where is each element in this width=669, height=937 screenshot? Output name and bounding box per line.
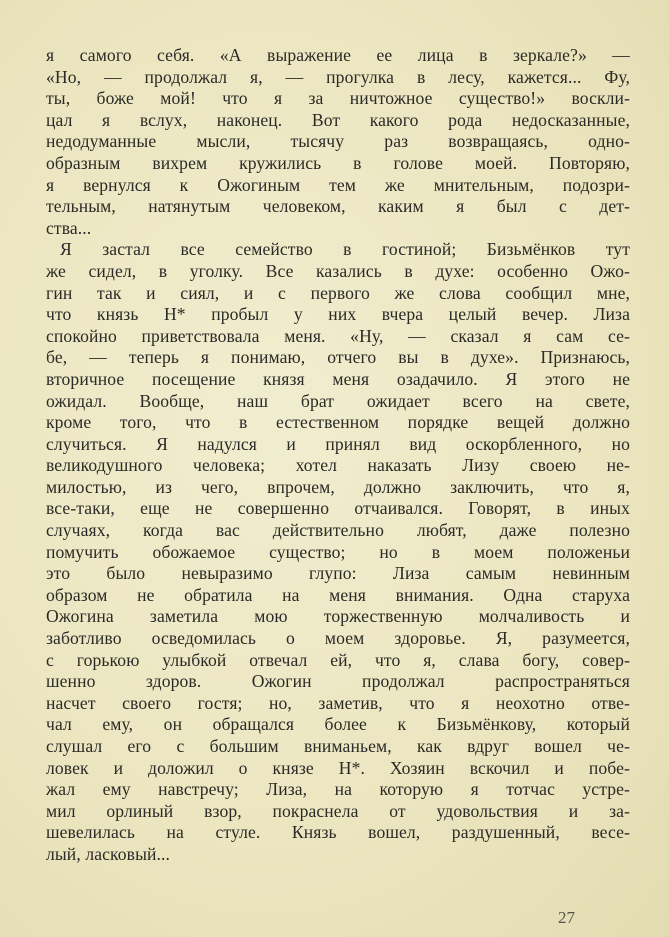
text-line: же сидел, в уголку. Все казались в духе: особенно Ожо- (46, 260, 630, 281)
text-line: это было невыразимо глупо: Лиза самым невинным (46, 563, 630, 584)
paragraph (46, 45, 630, 239)
text-line: «Но, — продолжал я, — прогулка в лесу, кажется... Фу, (46, 66, 630, 87)
text-line: гин так и сиял, и с первого же слова сообщил мне, (46, 282, 630, 303)
text-line: цал я вслух, наконец. Вот какого рода недосказанные, (46, 109, 630, 130)
book-page-text (46, 45, 630, 866)
text-line: Я застал все семейство в гостиной; Бизьмёнков тут (60, 239, 630, 260)
text-line: кроме того, что в естественном порядке вещей должно (46, 412, 630, 433)
text-line: чал ему, он обращался более к Бизьмёнкову, который (46, 714, 630, 735)
text-line: Ожогина заметила мою торжественную молчаливость и (46, 606, 630, 627)
text-line: с горькою улыбкой отвечал ей, что я, слава богу, совер- (46, 649, 630, 670)
text-line: вторичное посещение князя меня озадачило. Я этого не (46, 368, 630, 389)
text-line: лый, ласковый... (46, 843, 170, 864)
text-line: случаях, когда вас действительно любят, даже полезно (46, 520, 630, 541)
text-line: все-таки, еще не совершенно отчаивался. Говорят, в иных (46, 498, 630, 519)
text-line: недодуманные мысли, тысячу раз возвращаясь, одно- (46, 131, 630, 152)
text-line: что князь Н* пробыл у них вчера целый вечер. Лиза (46, 304, 630, 325)
text-line: помучить обожаемое существо; но в моем положеньи (46, 541, 630, 562)
text-line: жал ему навстречу; Лиза, на которую я тотчас устре- (46, 779, 630, 800)
text-line: я вернулся к Ожогиным тем же мнительным, подозри- (46, 174, 630, 195)
page-number: 27 (558, 908, 575, 927)
text-line: насчет своего гостя; но, заметив, что я неохотно отве- (46, 692, 630, 713)
text-line: случиться. Я надулся и принял вид оскорбленного, но (46, 433, 630, 454)
text-line: тельным, натянутым человеком, каким я был с дет- (46, 196, 630, 217)
text-line: ловек и доложил о князе Н*. Хозяин вскочил и побе- (46, 757, 630, 778)
text-line: ства... (46, 217, 92, 238)
text-line: я самого себя. «А выражение ее лица в зеркале?» — (46, 45, 630, 65)
text-line: мил орлиный взор, покраснела от удовольствия и за- (46, 800, 630, 821)
text-line: спокойно приветствовала меня. «Ну, — сказал я сам се- (46, 325, 630, 346)
text-line: милостью, из чего, впрочем, должно заключить, что я, (46, 476, 630, 497)
paragraph (46, 239, 630, 865)
text-line: образом не обратила на меня внимания. Одна старуха (46, 584, 630, 605)
text-line: слушал его с большим вниманьем, как вдруг вошел че- (46, 736, 630, 756)
text-line: шевелилась на стуле. Князь вошел, раздушенный, весе- (46, 822, 630, 843)
text-line: шенно здоров. Ожогин продолжал распространяться (46, 671, 630, 692)
text-line: заботливо осведомилась о моем здоровье. Я, разумеется, (46, 628, 630, 649)
text-line: великодушного человека; хотел наказать Лизу своею не- (46, 455, 630, 476)
text-line: образным вихрем кружились в голове моей. Повторяю, (46, 152, 630, 173)
text-line: ожидал. Вообще, наш брат ожидает всего на свете, (46, 390, 630, 411)
text-line: ты, боже мой! что я за ничтожное существо!» воскли- (46, 88, 630, 109)
text-line: бе, — теперь я понимаю, отчего вы в духе». Признаюсь, (46, 347, 630, 368)
